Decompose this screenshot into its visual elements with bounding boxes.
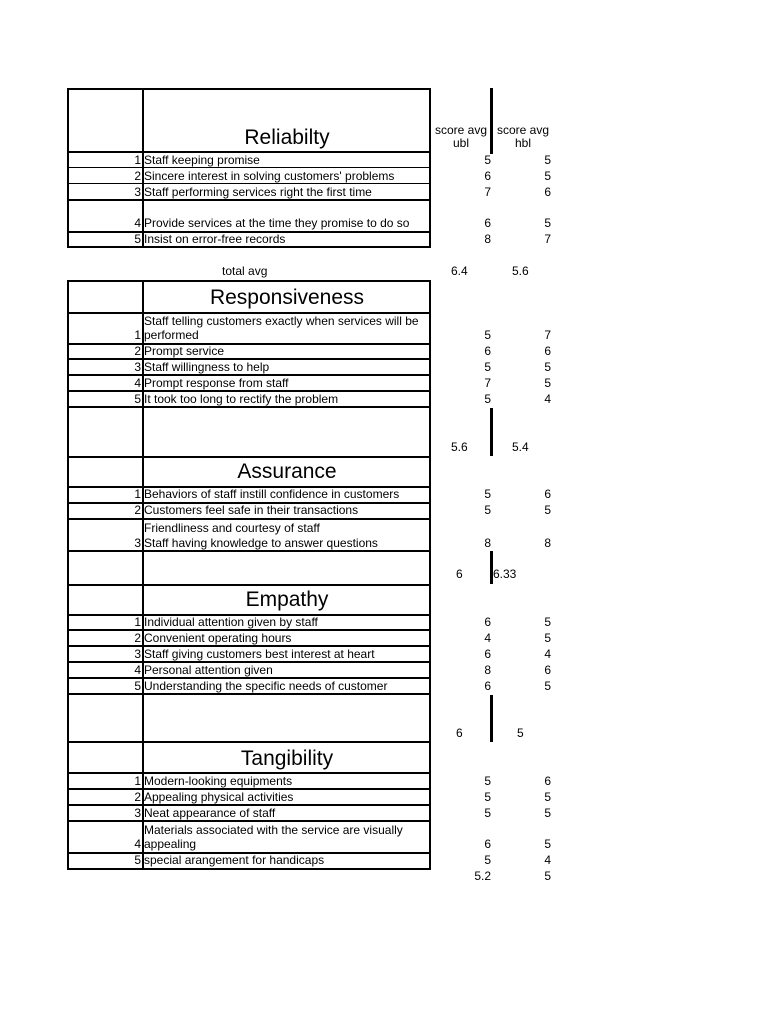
assurance-summary-box bbox=[67, 550, 431, 586]
score-ubl: 6 bbox=[484, 647, 491, 661]
score-hbl: 4 bbox=[544, 853, 551, 867]
row-description: Provide services at the time they promise to do so bbox=[144, 216, 410, 230]
score-ubl: 5 bbox=[484, 487, 491, 501]
row-description: Customers feel safe in their transactions bbox=[144, 503, 359, 517]
row-number: 2 bbox=[134, 631, 141, 645]
row-number: 2 bbox=[134, 503, 141, 517]
row-description: Individual attention given by staff bbox=[144, 615, 318, 629]
score-ubl: 6 bbox=[484, 837, 491, 851]
score-hbl: 6 bbox=[544, 774, 551, 788]
avg-ubl: 6 bbox=[456, 567, 463, 581]
row-description: Understanding the specific needs of customer bbox=[144, 679, 388, 693]
row-number: 2 bbox=[134, 169, 141, 183]
row-number: 4 bbox=[134, 663, 141, 677]
row-number: 5 bbox=[134, 679, 141, 693]
row-number: 5 bbox=[134, 853, 141, 867]
assurance-summary-divider bbox=[142, 550, 144, 586]
row-description: Staff having knowledge to answer questions bbox=[144, 536, 378, 550]
row-description: Staff performing services right the first time bbox=[144, 185, 372, 199]
score-ubl: 8 bbox=[484, 536, 491, 550]
row-number: 4 bbox=[134, 216, 141, 230]
reliability-title: Reliabilty bbox=[244, 126, 330, 149]
score-hbl: 4 bbox=[544, 647, 551, 661]
row-description: Neat appearance of staff bbox=[144, 806, 276, 820]
avg-divider bbox=[490, 408, 493, 456]
score-ubl: 6 bbox=[484, 615, 491, 629]
row-description: Friendliness and courtesy of staff bbox=[144, 521, 320, 535]
total-avg-label: total avg bbox=[222, 264, 268, 278]
score-hbl: 6 bbox=[544, 663, 551, 677]
score-hbl: 5 bbox=[544, 216, 551, 230]
row-number: 1 bbox=[134, 615, 141, 629]
row-number: 1 bbox=[134, 487, 141, 501]
avg-ubl: 5.2 bbox=[474, 869, 491, 883]
score-ubl: 5 bbox=[484, 806, 491, 820]
row-description: Insist on error-free records bbox=[144, 232, 286, 246]
row-description: Staff willingness to help bbox=[144, 360, 270, 374]
score-hbl: 6 bbox=[544, 185, 551, 199]
row-description: It took too long to rectify the problem bbox=[144, 392, 339, 406]
header-divider bbox=[490, 88, 493, 154]
responsiveness-summary-divider bbox=[142, 406, 144, 458]
score-hbl: 7 bbox=[544, 232, 551, 246]
score-ubl: 5 bbox=[484, 503, 491, 517]
empathy-summary-box bbox=[67, 693, 431, 743]
score-hbl: 5 bbox=[544, 615, 551, 629]
row-description: Staff giving customers best interest at heart bbox=[144, 647, 375, 661]
score-ubl: 7 bbox=[484, 376, 491, 390]
row-divider bbox=[67, 183, 431, 184]
score-hbl: 5 bbox=[544, 503, 551, 517]
row-number: 1 bbox=[134, 153, 141, 167]
score-hbl: 7 bbox=[544, 328, 551, 342]
score-hbl: 5 bbox=[544, 837, 551, 851]
row-description: Appealing physical activities bbox=[144, 790, 294, 804]
score-hbl: 5 bbox=[544, 631, 551, 645]
row-number: 3 bbox=[134, 185, 141, 199]
empathy-summary-divider bbox=[142, 693, 144, 743]
avg-hbl: 5.4 bbox=[512, 440, 529, 454]
score-hbl: 5 bbox=[544, 360, 551, 374]
row-divider bbox=[67, 199, 431, 201]
row-description: Sincere interest in solving customers' problems bbox=[144, 169, 395, 183]
score-ubl: 6 bbox=[484, 679, 491, 693]
score-hbl: 5 bbox=[544, 376, 551, 390]
row-number: 3 bbox=[134, 806, 141, 820]
score-ubl: 5 bbox=[484, 392, 491, 406]
row-description: Prompt service bbox=[144, 344, 225, 358]
avg-ubl: 6 bbox=[456, 726, 463, 740]
row-number: 2 bbox=[134, 344, 141, 358]
responsiveness-summary-box bbox=[67, 406, 431, 458]
score-hbl: 5 bbox=[544, 169, 551, 183]
row-description: Modern-looking equipments bbox=[144, 774, 293, 788]
row-number: 1 bbox=[134, 774, 141, 788]
score-ubl: 8 bbox=[484, 232, 491, 246]
row-number: 2 bbox=[134, 790, 141, 804]
row-divider bbox=[67, 820, 431, 822]
score-hbl: 5 bbox=[544, 153, 551, 167]
header-hbl: score avg hbl bbox=[496, 123, 550, 150]
row-number: 4 bbox=[134, 837, 141, 851]
score-hbl: 5 bbox=[544, 790, 551, 804]
score-hbl: 6 bbox=[544, 487, 551, 501]
row-description: Materials associated with the service are visually appealing bbox=[144, 823, 403, 851]
header-ubl: score avg ubl bbox=[434, 123, 488, 150]
avg-divider bbox=[490, 695, 493, 742]
row-divider bbox=[67, 518, 431, 520]
avg-hbl: 5 bbox=[544, 869, 551, 883]
avg-hbl: 5 bbox=[517, 726, 524, 740]
row-divider bbox=[67, 167, 431, 168]
score-ubl: 5 bbox=[484, 328, 491, 342]
score-ubl: 6 bbox=[484, 216, 491, 230]
score-hbl: 5 bbox=[544, 806, 551, 820]
responsiveness-title: Responsiveness bbox=[209, 286, 365, 309]
assurance-title: Assurance bbox=[237, 460, 337, 483]
row-description: Prompt response from staff bbox=[144, 376, 289, 390]
row-description: Staff keeping promise bbox=[144, 153, 260, 167]
avg-ubl: 5.6 bbox=[451, 440, 468, 454]
score-ubl: 7 bbox=[484, 185, 491, 199]
score-ubl: 5 bbox=[484, 853, 491, 867]
score-ubl: 5 bbox=[484, 360, 491, 374]
score-hbl: 6 bbox=[544, 344, 551, 358]
row-number: 1 bbox=[134, 328, 141, 342]
score-ubl: 5 bbox=[484, 790, 491, 804]
empathy-title: Empathy bbox=[245, 588, 329, 611]
score-ubl: 8 bbox=[484, 663, 491, 677]
avg-hbl: 6.33 bbox=[493, 567, 517, 581]
row-description: Behaviors of staff instill confidence in customers bbox=[144, 487, 400, 501]
score-ubl: 5 bbox=[484, 774, 491, 788]
row-description: special arangement for handicaps bbox=[144, 853, 325, 867]
score-ubl: 5 bbox=[484, 153, 491, 167]
score-ubl: 6 bbox=[484, 344, 491, 358]
row-number: 4 bbox=[134, 376, 141, 390]
score-hbl: 8 bbox=[544, 536, 551, 550]
score-hbl: 4 bbox=[544, 392, 551, 406]
avg-hbl: 5.6 bbox=[512, 264, 529, 278]
row-number: 3 bbox=[134, 536, 141, 550]
row-description: Personal attention given bbox=[144, 663, 273, 677]
tangibility-title: Tangibility bbox=[240, 747, 334, 770]
row-number: 3 bbox=[134, 360, 141, 374]
row-description: Staff telling customers exactly when services will be performed bbox=[144, 314, 419, 342]
row-number: 5 bbox=[134, 232, 141, 246]
score-ubl: 4 bbox=[484, 631, 491, 645]
score-ubl: 6 bbox=[484, 169, 491, 183]
row-description: Convenient operating hours bbox=[144, 631, 292, 645]
row-number: 3 bbox=[134, 647, 141, 661]
row-number: 5 bbox=[134, 392, 141, 406]
score-hbl: 5 bbox=[544, 679, 551, 693]
avg-ubl: 6.4 bbox=[451, 264, 468, 278]
